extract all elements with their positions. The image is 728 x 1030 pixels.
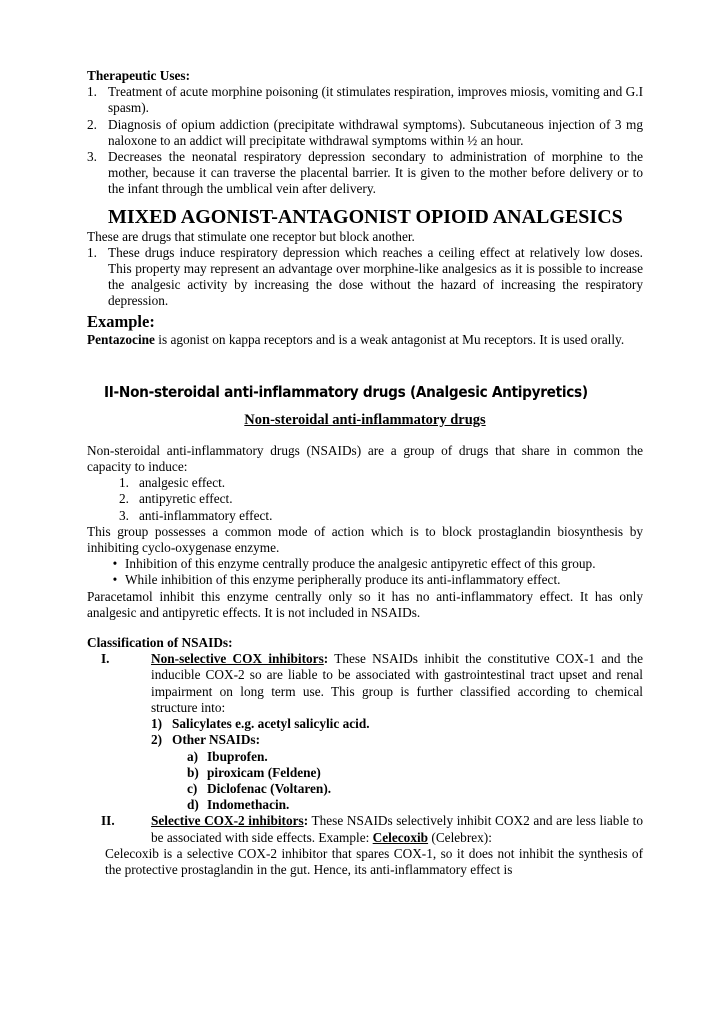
list-text: Decreases the neonatal respiratory depression secondary to administration of morphine to the mother, because it can traverse the placental barrier. It is given to the mother before delivery or to the infant through the umblical vein after delivery. xyxy=(108,149,643,197)
list-item xyxy=(87,84,643,116)
list-text: Treatment of acute morphine poisoning (it stimulates respiration, improves miosis, vomiting and G.I spasm). xyxy=(108,84,643,116)
list-text: Diagnosis of opium addiction (precipitate withdrawal symptoms). Subcutaneous injection of 3 mg naloxone to an addict will precipitate withdrawal symptoms within ½ an hour. xyxy=(108,116,643,148)
mixed-agonist-heading: MIXED AGONIST-ANTAGONIST OPIOID ANALGESICS xyxy=(108,205,623,228)
list-item xyxy=(119,491,643,507)
celecoxib-name: Celecoxib xyxy=(372,829,429,845)
list-text: piroxicam (Feldene) xyxy=(207,764,321,780)
list-number: 1. xyxy=(87,84,97,100)
bullet-icon: • xyxy=(112,556,118,572)
list-number: 2. xyxy=(119,491,129,507)
list-item xyxy=(105,556,643,572)
roman-numeral: II. xyxy=(101,813,115,829)
mechanism-bullets xyxy=(105,556,643,588)
classification-item-1 xyxy=(101,651,643,716)
example-text: is agonist on kappa receptors and is a weak antagonist at Mu receptors. It is used orally. xyxy=(154,331,625,347)
list-item xyxy=(187,781,643,797)
list-text: Indomethacin. xyxy=(207,797,290,813)
roman-numeral: I. xyxy=(101,651,110,667)
list-text: Salicylates e.g. acetyl salicylic acid. xyxy=(172,716,370,732)
classification-text: Non-selective COX inhibitors: These NSAIDs inhibit the constitutive COX-1 and the inducible COX-2 so are liable to be associated with gastrointestinal tract upset and renal impairment on long term use. This group is further classified according to chemical structure into: xyxy=(151,651,643,715)
list-text: Ibuprofen. xyxy=(207,748,268,764)
classification-title: Selective COX-2 inhibitors xyxy=(151,813,304,829)
list-number: b) xyxy=(187,764,199,780)
classification-description: These NSAIDs inhibit the constitutive COX-1 and the inducible COX-2 so are liable to be associated with gastrointestinal tract upset and renal impairment on long term use. This group is further classified according to chemical structure into: xyxy=(151,651,643,715)
classification-title: Non-selective COX inhibitors xyxy=(151,651,324,667)
paracetamol-paragraph: Paracetamol inhibit this enzyme centrally only so it has no anti-inflammatory effect. It has only analgesic and antipyretic effects. It is not included in NSAIDs. xyxy=(87,588,643,620)
list-item xyxy=(119,508,643,524)
list-text: analgesic effect. xyxy=(139,475,226,491)
list-number: c) xyxy=(187,780,198,796)
effects-list xyxy=(119,475,643,524)
chemical-classes-list xyxy=(151,716,643,748)
therapeutic-uses-list xyxy=(87,84,643,197)
nsaid-intro: Non-steroidal anti-inflammatory drugs (NSAIDs) are a group of drugs that share in common the capacity to induce: xyxy=(87,442,643,475)
list-text: anti-inflammatory effect. xyxy=(139,507,273,523)
list-item xyxy=(119,475,643,491)
example-heading: Example: xyxy=(87,311,155,331)
list-item xyxy=(151,732,643,748)
classification-heading: Classification of NSAIDs: xyxy=(87,635,233,651)
list-item xyxy=(87,245,643,310)
list-text: Inhibition of this enzyme centrally produce the analgesic antipyretic effect of this group. xyxy=(125,556,596,572)
list-number: 2) xyxy=(151,732,163,748)
list-item xyxy=(187,749,643,765)
example-drug-name: Pentazocine xyxy=(87,331,155,347)
list-item xyxy=(105,572,643,588)
list-number: a) xyxy=(187,748,199,764)
therapeutic-uses-heading: Therapeutic Uses: xyxy=(87,68,191,83)
classification-description: These NSAIDs selectively inhibit COX2 and are less liable to be associated with side effects. Example: xyxy=(151,813,643,845)
classification-text: Selective COX-2 inhibitors: These NSAIDs selectively inhibit COX2 and are less liable to be associated with side effects. Example: Celecoxib (Celebrex): xyxy=(151,813,643,845)
list-number: 2. xyxy=(87,116,97,132)
list-number: 3. xyxy=(119,507,129,523)
nsaid-subheading: Non-steroidal anti-inflammatory drugs xyxy=(244,411,486,428)
list-text: antipyretic effect. xyxy=(139,491,233,507)
list-item xyxy=(87,149,643,198)
mixed-intro: These are drugs that stimulate one receptor but block another. xyxy=(87,228,415,244)
classification-item-2 xyxy=(101,813,643,845)
bullet-icon: • xyxy=(112,572,118,588)
list-number: 1. xyxy=(87,244,97,260)
list-number: 1) xyxy=(151,716,163,732)
list-number: 3. xyxy=(87,149,97,165)
list-item xyxy=(187,765,643,781)
celecoxib-paragraph: Celecoxib is a selective COX-2 inhibitor that spares COX-1, so it does not inhibit the synthesis of the protective prostaglandin in the gut. Hence, its anti-inflammatory effect is xyxy=(105,845,643,877)
nsaid-section-heading: II-Non-steroidal anti-inflammatory drugs (Analgesic Antipyretics) xyxy=(104,382,588,401)
list-number: 1. xyxy=(119,475,129,491)
mechanism-paragraph: This group possesses a common mode of action which is to block prostaglandin biosynthesis by inhibiting cyclo-oxygenase enzyme. xyxy=(87,523,643,556)
list-text: While inhibition of this enzyme peripherally produce its anti-inflammatory effect. xyxy=(125,572,561,588)
celecoxib-brand: (Celebrex): xyxy=(428,829,492,845)
other-nsaids-list xyxy=(187,749,643,814)
list-text: Diclofenac (Voltaren). xyxy=(207,780,332,796)
list-number: d) xyxy=(187,797,199,813)
list-text: These drugs induce respiratory depression which reaches a ceiling effect at relatively low doses. This property may represent an advantage over morphine-like analgesics as it is possible to increase the analgesic activity by increasing the dose without the hazard of increasing the respiratory depression. xyxy=(108,244,643,309)
list-text: Other NSAIDs: xyxy=(172,732,261,748)
page-content xyxy=(87,68,643,878)
list-item xyxy=(151,716,643,732)
example-paragraph xyxy=(87,332,643,348)
list-item xyxy=(187,797,643,813)
list-item xyxy=(87,117,643,149)
